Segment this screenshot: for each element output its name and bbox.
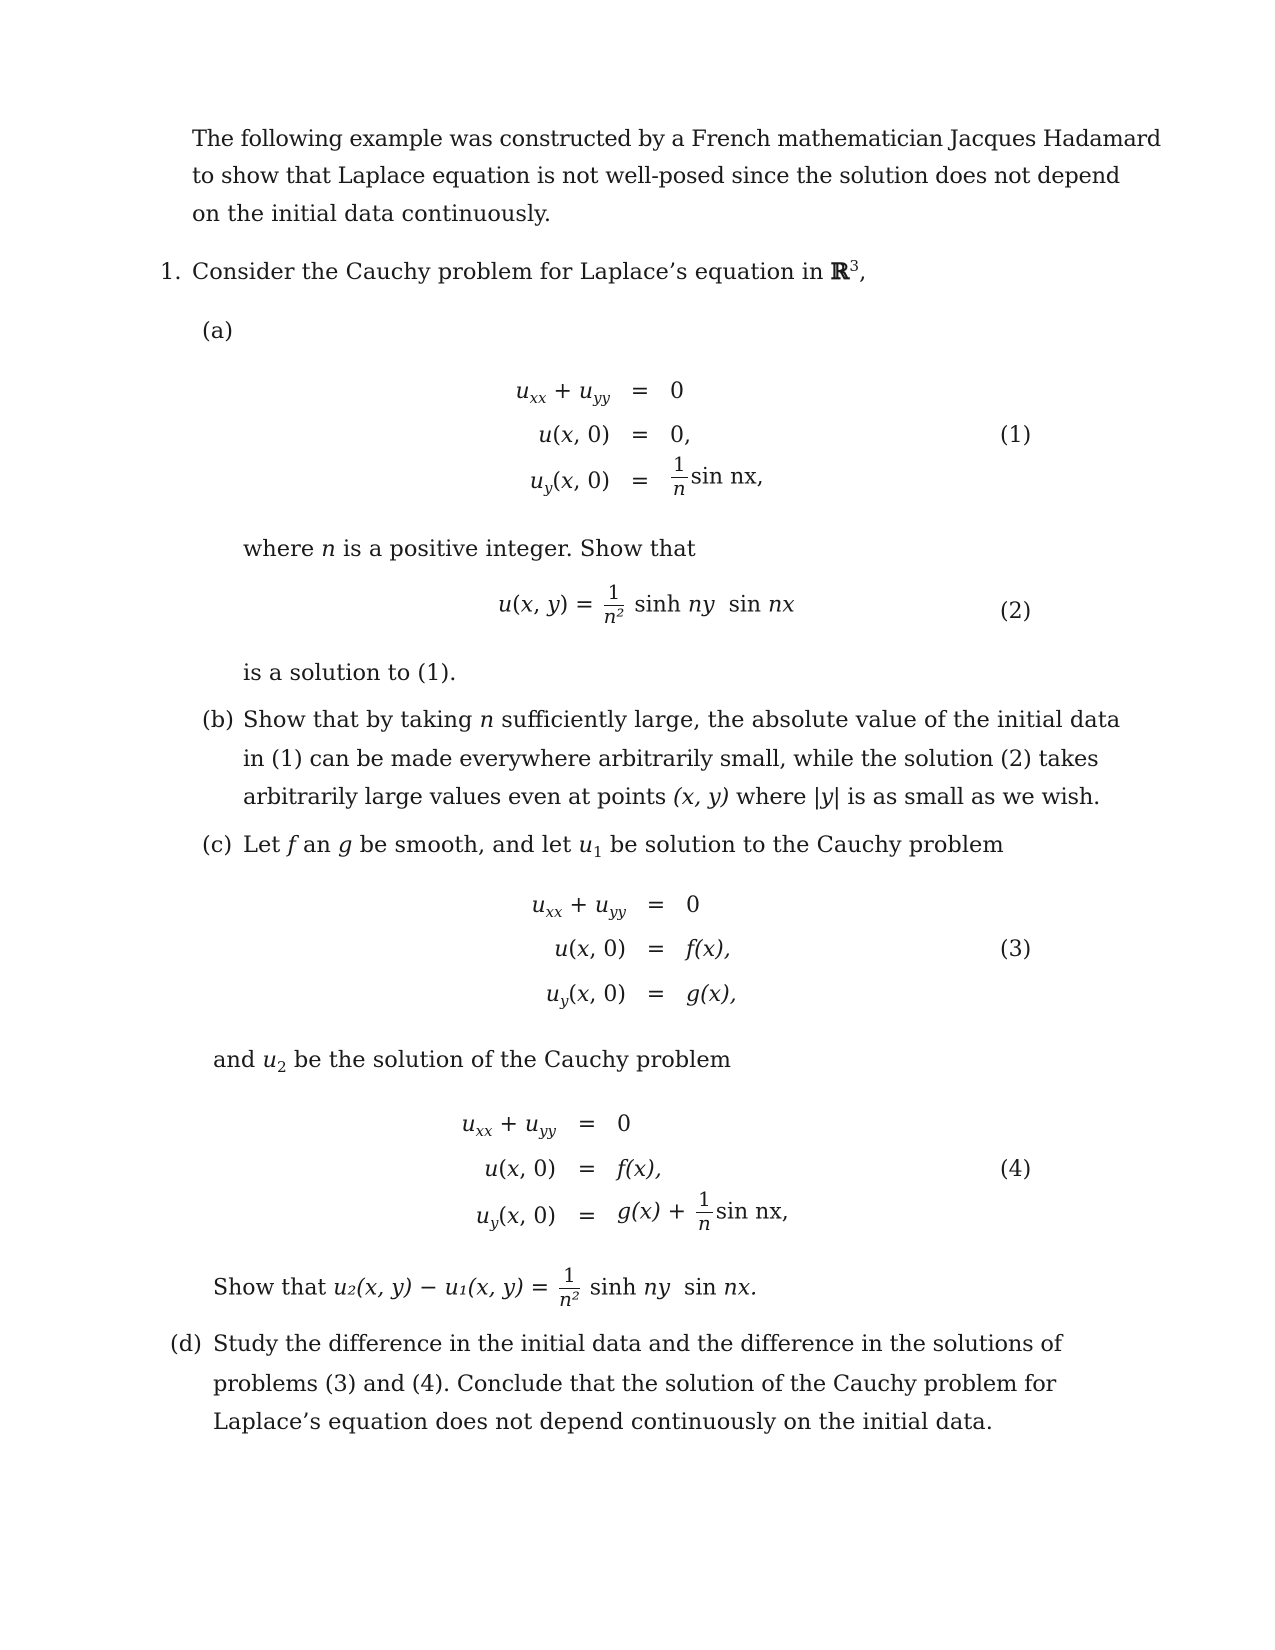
where-var-n: n bbox=[321, 536, 336, 562]
equation-number-2: (2) bbox=[1000, 599, 1032, 624]
system-3-row-1-rhs: 0 bbox=[686, 893, 700, 918]
intro-line-3: on the initial data continuously. bbox=[192, 201, 552, 227]
system-3-row-2-lhs: u(x, 0) bbox=[554, 937, 626, 962]
part-c-show-that: Show that u₂(x, y) − u₁(x, y) = $\frac{1}{\text{n²}}$ sinh ny sin nx. bbox=[213, 1264, 758, 1311]
item-1-text bbox=[192, 257, 867, 285]
system-1-row-3-lhs: $u_y(x$, 0) bbox=[529, 469, 610, 497]
real-space-exponent: 3 bbox=[849, 257, 860, 276]
part-c-label: (c) bbox=[202, 832, 233, 858]
real-space-symbol: ℝ bbox=[830, 259, 850, 285]
part-c-line-1: Let f an g be smooth, and let $u_1$ be solution to the Cauchy problem bbox=[243, 832, 1004, 861]
system-4-g-term: g(x) + bbox=[617, 1199, 687, 1225]
system-4-row-3-eq: = bbox=[577, 1204, 597, 1229]
part-b-line-2: in (1) can be made everywhere arbitrarily small, while the solution (2) takes bbox=[243, 746, 1099, 772]
system-1-row-2-rhs: 0, bbox=[670, 423, 691, 448]
equation-number-1: (1) bbox=[1000, 423, 1032, 448]
system-4-row-3-lhs: $u_y(x$, 0) bbox=[475, 1204, 556, 1232]
system-1-row-2-lhs: u(x, 0) bbox=[538, 423, 610, 448]
item-1-number: 1. bbox=[160, 259, 182, 285]
system-3-row-3-eq: = bbox=[646, 982, 666, 1007]
system-4-row-1-eq: = bbox=[577, 1112, 597, 1137]
system-4-fraction: $\frac{1}{n}$ bbox=[698, 1188, 711, 1235]
intro-line-1: The following example was constructed by a French mathematician Jacques Hadamard bbox=[192, 126, 1161, 152]
where-word: where bbox=[243, 536, 315, 562]
where-rest: is a positive integer. Show that bbox=[342, 536, 696, 562]
system-4-row-1-lhs: $u_{xx} + u_{yy}$ bbox=[461, 1112, 556, 1140]
equation-number-4: (4) bbox=[1000, 1157, 1032, 1182]
system-1-row-3-eq: = bbox=[630, 469, 650, 494]
show-that-fraction: $\frac{1}{\text{n²}}$ bbox=[559, 1264, 580, 1311]
item-1-trail: , bbox=[859, 259, 867, 285]
system-1-row-3-rhs bbox=[668, 455, 764, 500]
part-b-line-3: arbitrarily large values even at points (x, y) where |y| is as small as we wish. bbox=[243, 784, 1101, 810]
equation-number-3: (3) bbox=[1000, 937, 1032, 962]
system-1-row-1-lhs: $u_{xx} + u_{yy}$ bbox=[515, 379, 610, 407]
system-4-row-1-rhs: 0 bbox=[617, 1112, 631, 1137]
part-d-line-1: Study the difference in the initial data and the difference in the solutions of bbox=[213, 1331, 1062, 1357]
part-a-after-text: is a solution to (1). bbox=[243, 660, 457, 686]
item-1-statement: Consider the Cauchy problem for Laplace’s equation in bbox=[192, 259, 824, 285]
system-3-row-3-lhs: $u_y(x$, 0) bbox=[545, 982, 626, 1010]
system-4-sin-term: sin nx, bbox=[715, 1199, 789, 1225]
system-3-row-2-rhs: f(x), bbox=[686, 937, 731, 962]
part-d-label: (d) bbox=[170, 1331, 202, 1357]
system-3-row-1-eq: = bbox=[646, 893, 666, 918]
system-1-row-2-eq: = bbox=[630, 423, 650, 448]
solution-tail: sinh ny sin nx bbox=[634, 592, 795, 618]
system-4-row-2-eq: = bbox=[577, 1157, 597, 1182]
system-1-row-1-rhs: 0 bbox=[670, 379, 684, 404]
system-4-row-2-lhs: u(x, 0) bbox=[484, 1157, 556, 1182]
solution-equation bbox=[498, 583, 795, 628]
system-1-fraction: $\frac{1}{n}$ bbox=[672, 453, 686, 500]
part-b-line-1: Show that by taking n sufficiently large, the absolute value of the initial data bbox=[243, 707, 1121, 733]
part-b-label: (b) bbox=[202, 707, 234, 733]
system-1-row-1-eq: = bbox=[630, 379, 650, 404]
system-1-sin-term: sin nx, bbox=[690, 464, 764, 490]
part-d-line-3: Laplace’s equation does not depend continuously on the initial data. bbox=[213, 1409, 993, 1435]
solution-fraction: $\frac{1}{\text{n²}}$ bbox=[603, 581, 625, 628]
system-4-row-2-rhs: f(x), bbox=[617, 1157, 662, 1182]
part-a-label: (a) bbox=[202, 318, 233, 344]
system-3-row-3-rhs: g(x), bbox=[686, 982, 737, 1007]
system-4-row-3-rhs bbox=[617, 1190, 789, 1235]
part-c-and-text: and $u_2$ be the solution of the Cauchy problem bbox=[213, 1047, 731, 1076]
part-d-line-2: problems (3) and (4). Conclude that the solution of the Cauchy problem for bbox=[213, 1371, 1057, 1397]
where-text bbox=[243, 538, 696, 561]
system-3-row-2-eq: = bbox=[646, 937, 666, 962]
intro-line-2: to show that Laplace equation is not well-posed since the solution does not depend bbox=[192, 163, 1120, 189]
solution-lhs: u(x, y) = bbox=[498, 592, 594, 618]
system-3-row-1-lhs: $u_{xx} + u_{yy}$ bbox=[531, 893, 626, 921]
